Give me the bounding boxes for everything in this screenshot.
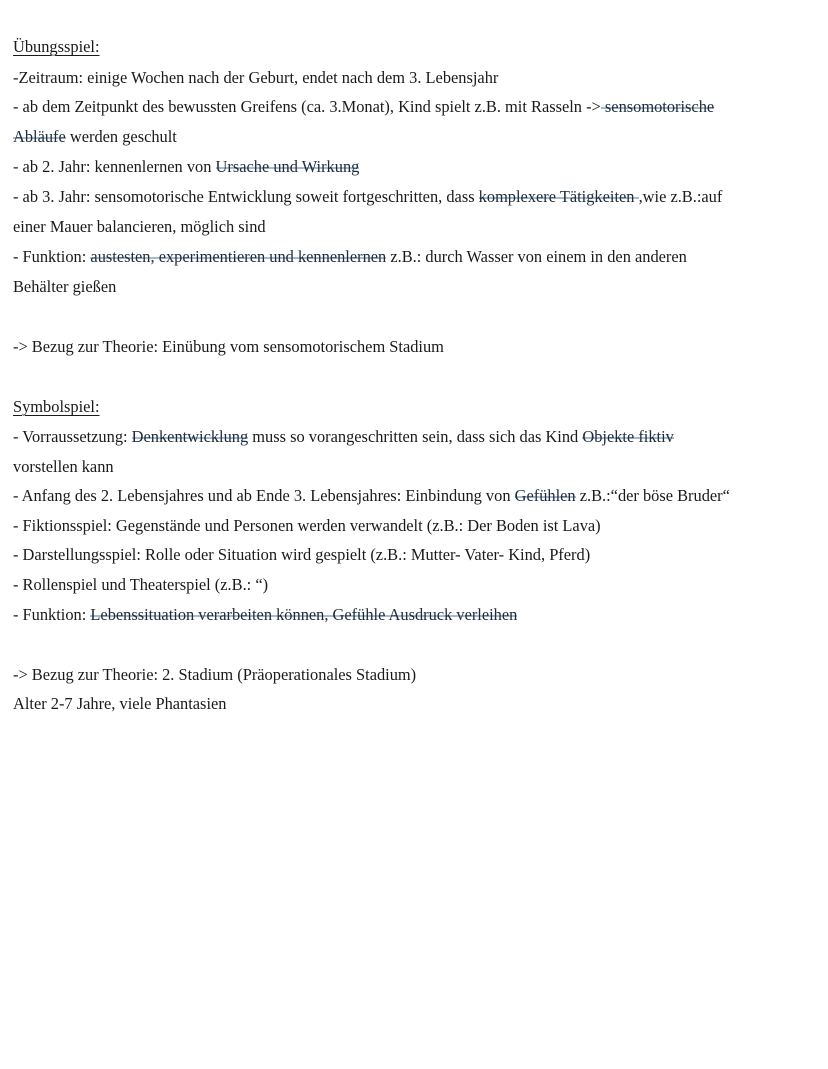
section-title-symbolspiel: Symbolspiel:: [13, 397, 100, 416]
highlight: Abläufe: [13, 127, 66, 146]
theory-reference: -> Bezug zur Theorie: 2. Stadium (Präoperationales Stadium): [13, 665, 417, 684]
theory-reference: -> Bezug zur Theorie: Einübung vom sensomotorischem Stadium: [13, 337, 444, 356]
highlight: Gefühlen: [514, 486, 576, 505]
highlight: Lebenssituation verarbeiten können, Gefühle Ausdruck verleihen: [90, 605, 518, 624]
text-line: -Zeitraum: einige Wochen nach der Geburt, endet nach dem 3. Lebensjahr: [13, 68, 499, 87]
text-line: - Vorraussetzung: Denkentwicklung muss so vorangeschritten sein, dass sich das Kind Objekte fiktiv: [13, 427, 674, 446]
text-line: - ab dem Zeitpunkt des bewussten Greifens (ca. 3.Monat), Kind spielt z.B. mit Rasseln -> sensomotorische: [13, 97, 715, 116]
text-line: Abläufe werden geschult: [13, 127, 177, 146]
text-line: - Fiktionsspiel: Gegenstände und Personen werden verwandelt (z.B.: Der Boden ist Lava): [13, 516, 601, 535]
text-line: - Darstellungsspiel: Rolle oder Situation wird gespielt (z.B.: Mutter- Vater- Kind, Pferd): [13, 545, 591, 564]
text-line: - Rollenspiel und Theaterspiel (z.B.: “): [13, 575, 269, 594]
highlight: komplexere Tätigkeiten: [478, 187, 639, 206]
text-line: - ab 2. Jahr: kennenlernen von Ursache und Wirkung: [13, 157, 360, 176]
highlight: austesten, experimentieren und kennenlernen: [90, 247, 387, 266]
highlight: Ursache und Wirkung: [215, 157, 360, 176]
text-line: - Funktion: austesten, experimentieren und kennenlernen z.B.: durch Wasser von einem in den anderen: [13, 247, 687, 266]
text-line: einer Mauer balancieren, möglich sind: [13, 217, 266, 236]
text-line: - Anfang des 2. Lebensjahres und ab Ende 3. Lebensjahres: Einbindung von Gefühlen z.B.:“der böse Bruder“: [13, 486, 730, 505]
section-title-uebungsspiel: Übungsspiel:: [13, 37, 100, 56]
text-line: vorstellen kann: [13, 457, 114, 476]
highlight: sensomotorische: [600, 97, 715, 116]
highlight: Denkentwicklung: [131, 427, 249, 446]
text-line: - Funktion: Lebenssituation verarbeiten können, Gefühle Ausdruck verleihen: [13, 605, 518, 624]
text-line: Alter 2-7 Jahre, viele Phantasien: [13, 694, 227, 713]
text-line: Behälter gießen: [13, 277, 117, 296]
highlight: Objekte fiktiv: [582, 427, 674, 446]
text-line: - ab 3. Jahr: sensomotorische Entwicklung soweit fortgeschritten, dass komplexere Tätigkeiten ,wie z.B.:auf: [13, 187, 723, 206]
